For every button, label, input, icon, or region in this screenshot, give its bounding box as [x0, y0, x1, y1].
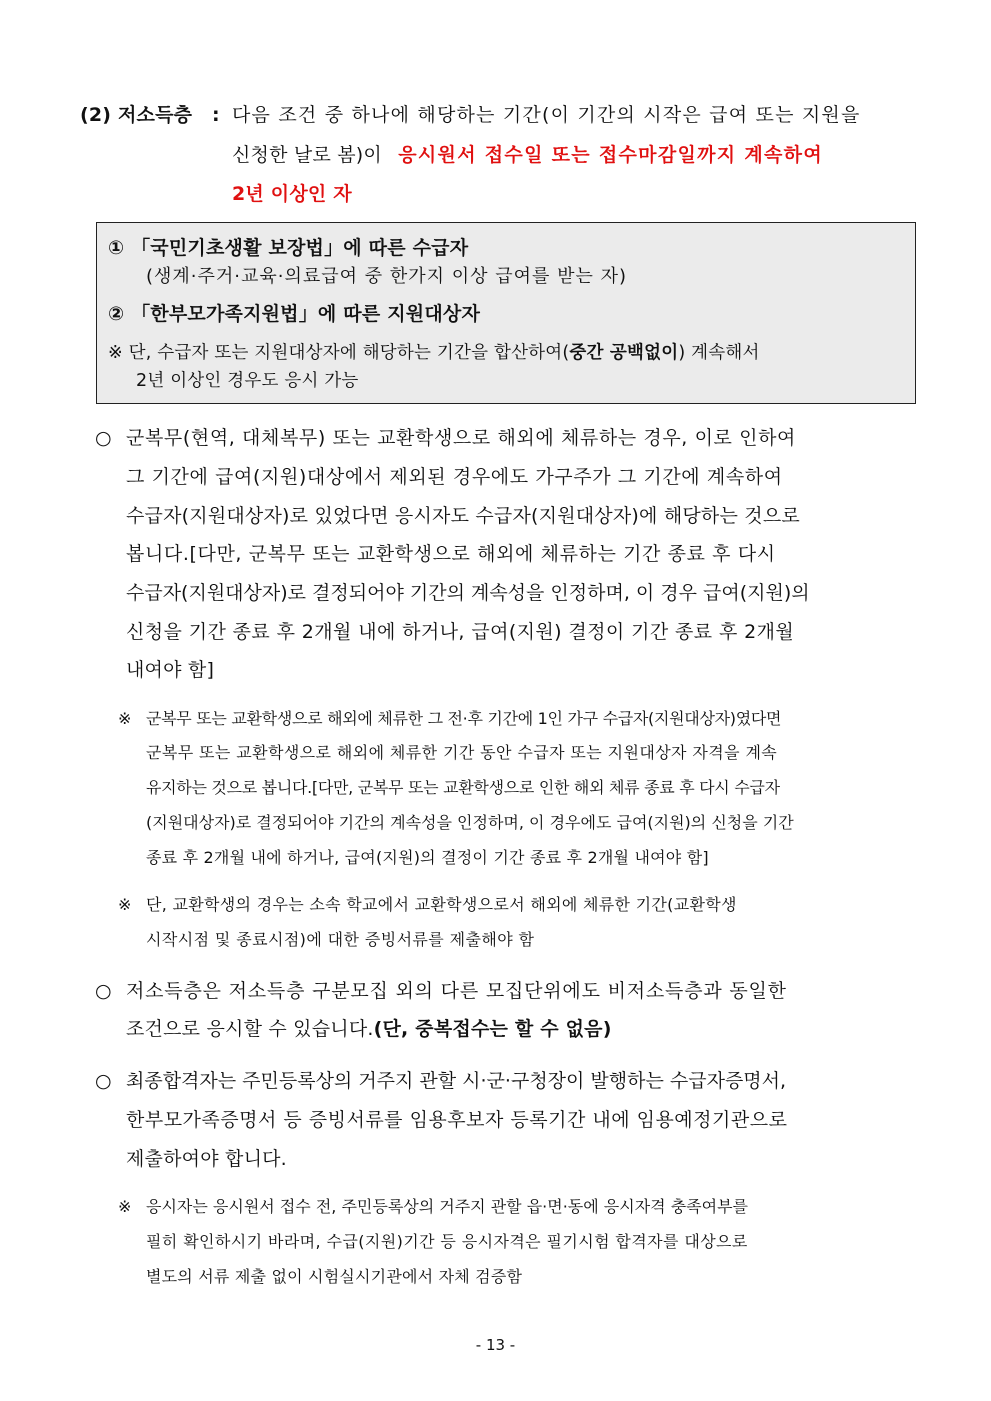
note2-line: 시작시점 및 종료시점)에 대한 증빙서류를 제출해야 함	[146, 930, 535, 949]
page-number: - 13 -	[475, 1336, 516, 1354]
criteria-item-1-title: ① 「국민기초생활 보장법」에 따른 수급자	[108, 237, 469, 259]
note1-line: 군복무 또는 교환학생으로 해외에 체류한 그 전·후 기간에 1인 가구 수급자(지원대상자)였다면	[146, 709, 782, 728]
section-line-2-prefix: 신청한 날로 봄)이	[232, 144, 382, 166]
section-line-1: 다음 조건 중 하나에 해당하는 기간(이 기간의 시작은 급여 또는 지원을	[232, 104, 861, 126]
note2-mark: ※	[118, 895, 132, 914]
criteria-item-1-sub: (생계·주거·교육·의료급여 중 한가지 이상 급여를 받는 자)	[146, 266, 628, 287]
para1-line: 봅니다.[다만, 군복무 또는 교환학생으로 해외에 체류하는 기간 종료 후 다시	[126, 543, 776, 565]
para1-line: 수급자(지원대상자)로 결정되어야 기간의 계속성을 인정하며, 이 경우 급여(지원)의	[126, 582, 810, 604]
para3-line: 제출하여야 합니다.	[126, 1148, 287, 1170]
criteria-note-suffix: ) 계속해서	[678, 343, 760, 363]
para3-bullet: ○	[95, 1070, 112, 1092]
para1-line: 내여야 함]	[126, 659, 215, 681]
criteria-note-line-2: 2년 이상인 경우도 응시 가능	[136, 371, 359, 391]
note1-line: 종료 후 2개월 내에 하거나, 급여(지원)의 결정이 기간 종료 후 2개월 내여야 함]	[146, 848, 709, 867]
note3-line: 별도의 서류 제출 없이 시험실시기관에서 자체 검증함	[146, 1267, 523, 1286]
para2-line-1: 저소득층은 저소득층 구분모집 외의 다른 모집단위에도 비저소득층과 동일한	[126, 980, 787, 1002]
section-line-2	[232, 143, 823, 167]
section-highlight: 응시원서 접수일 또는 접수마감일까지 계속하여	[398, 144, 823, 166]
section-highlight-2: 2년 이상인 자	[232, 183, 352, 205]
para3-line: 한부모가족증명서 등 증빙서류를 임용후보자 등록기간 내에 임용예정기관으로	[126, 1109, 788, 1131]
note3-mark: ※	[118, 1197, 132, 1216]
para1-line: 수급자(지원대상자)로 있었다면 응시자도 수급자(지원대상자)에 해당하는 것으로	[126, 505, 800, 527]
para2-line-2-text: 조건으로 응시할 수 있습니다.	[126, 1018, 374, 1040]
criteria-note-bold: 중간 공백없이	[569, 343, 679, 363]
note1-line: 유지하는 것으로 봅니다.[다만, 군복무 또는 교환학생으로 인한 해외 체류 종료 후 다시 수급자	[146, 778, 780, 797]
note1-line: (지원대상자)로 결정되어야 기간의 계속성을 인정하며, 이 경우에도 급여(지원)의 신청을 기간	[146, 813, 794, 832]
para1-line: 신청을 기간 종료 후 2개월 내에 하거나, 급여(지원) 결정이 기간 종료 후 2개월	[126, 621, 795, 643]
criteria-note-line-1	[108, 341, 760, 365]
para2-note-bold: (단, 중복접수는 할 수 없음)	[373, 1018, 612, 1040]
para2-bullet: ○	[95, 980, 112, 1002]
para1-line: 군복무(현역, 대체복무) 또는 교환학생으로 해외에 체류하는 경우, 이로 인하여	[126, 427, 796, 449]
para1-line: 그 기간에 급여(지원)대상에서 제외된 경우에도 가구주가 그 기간에 계속하여	[126, 466, 783, 488]
note3-line: 응시자는 응시원서 접수 전, 주민등록상의 거주지 관할 읍·면·동에 응시자격 충족여부를	[146, 1197, 748, 1216]
note1-mark: ※	[118, 709, 132, 728]
para2-line-2	[126, 1017, 612, 1041]
criteria-item-2-title: ② 「한부모가족지원법」에 따른 지원대상자	[108, 303, 480, 325]
para1-bullet: ○	[95, 427, 112, 449]
note1-line: 군복무 또는 교환학생으로 해외에 체류한 기간 동안 수급자 또는 지원대상자 자격을 계속	[146, 743, 778, 762]
note3-line: 필히 확인하시기 바라며, 수급(지원)기간 등 응시자격은 필기시험 합격자를 대상으로	[146, 1232, 748, 1251]
criteria-note-prefix: ※ 단, 수급자 또는 지원대상자에 해당하는 기간을 합산하여(	[108, 343, 570, 363]
section-label: (2) 저소득층	[80, 104, 193, 126]
para3-line: 최종합격자는 주민등록상의 거주지 관할 시·군·구청장이 발행하는 수급자증명서,	[126, 1070, 787, 1092]
section-colon: :	[212, 104, 220, 126]
note2-line: 단, 교환학생의 경우는 소속 학교에서 교환학생으로서 해외에 체류한 기간(교환학생	[146, 895, 737, 914]
